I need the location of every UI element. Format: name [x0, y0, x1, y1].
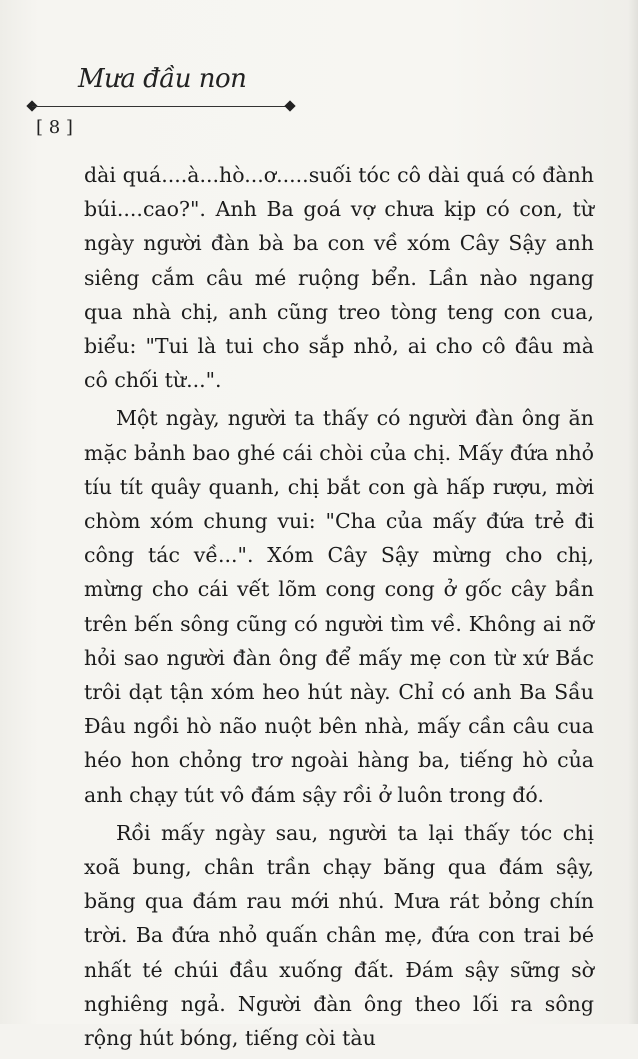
header-rule — [32, 106, 290, 107]
running-header-title: Mưa đầu non — [78, 64, 247, 94]
paragraph-3: Rồi mấy ngày sau, người ta lại thấy tóc chị xoã bung, chân trần chạy băng qua đám sậy, băng qua đám rau mới nhú. Mưa rát bỏng chín trời. Ba đứa nhỏ quấn chân mẹ, đứa con trai bé nhất té chúi đầu xuống đất. Đám sậy sững sờ nghiêng ngả. Người đàn ông theo lối ra sông rộng hút bóng, tiếng còi tàu — [84, 820, 594, 1051]
page-number: [ 8 ] — [36, 117, 73, 138]
body-text — [84, 158, 594, 1059]
paragraph-1: dài quá....à...hò...ơ.....suối tóc cô dài quá có đành búi....cao?". Anh Ba goá vợ chưa kịp có con, từ ngày người đàn bà ba con về xóm Cây Sậy anh siêng cắm câu mé ruộng bển. Lần nào ngang qua nhà chị, anh cũng treo tòng teng con cua, biểu: "Tui là tui cho sắp nhỏ, ai cho cô đâu mà cô chối từ...". — [84, 163, 594, 393]
page-edge-shadow — [628, 0, 638, 1024]
paragraph-2: Một ngày, người ta thấy có người đàn ông ăn mặc bảnh bao ghé cái chòi của chị. Mấy đứa nhỏ tíu tít quây quanh, chị bắt con gà hấp rượu, mời chòm xóm chung vui: "Cha của mấy đứa trẻ đi công tác về...". Xóm Cây Sậy mừng cho chị, mừng cho cái vết lõm cong cong ở gốc cây bần trên bến sông cũng có người tìm về. Không ai nỡ hỏi sao người đàn ông để mấy mẹ con từ xứ Bắc trôi dạt tận xóm heo hút này. Chỉ có anh Ba Sầu Đâu ngồi hò não nuột bên nhà, mấy cần câu cua héo hon chỏng trơ ngoài hàng ba, tiếng hò của anh chạy tút vô đám sậy rồi ở luôn trong đó. — [84, 406, 594, 807]
rule-diamond-right-ornament — [284, 100, 295, 111]
